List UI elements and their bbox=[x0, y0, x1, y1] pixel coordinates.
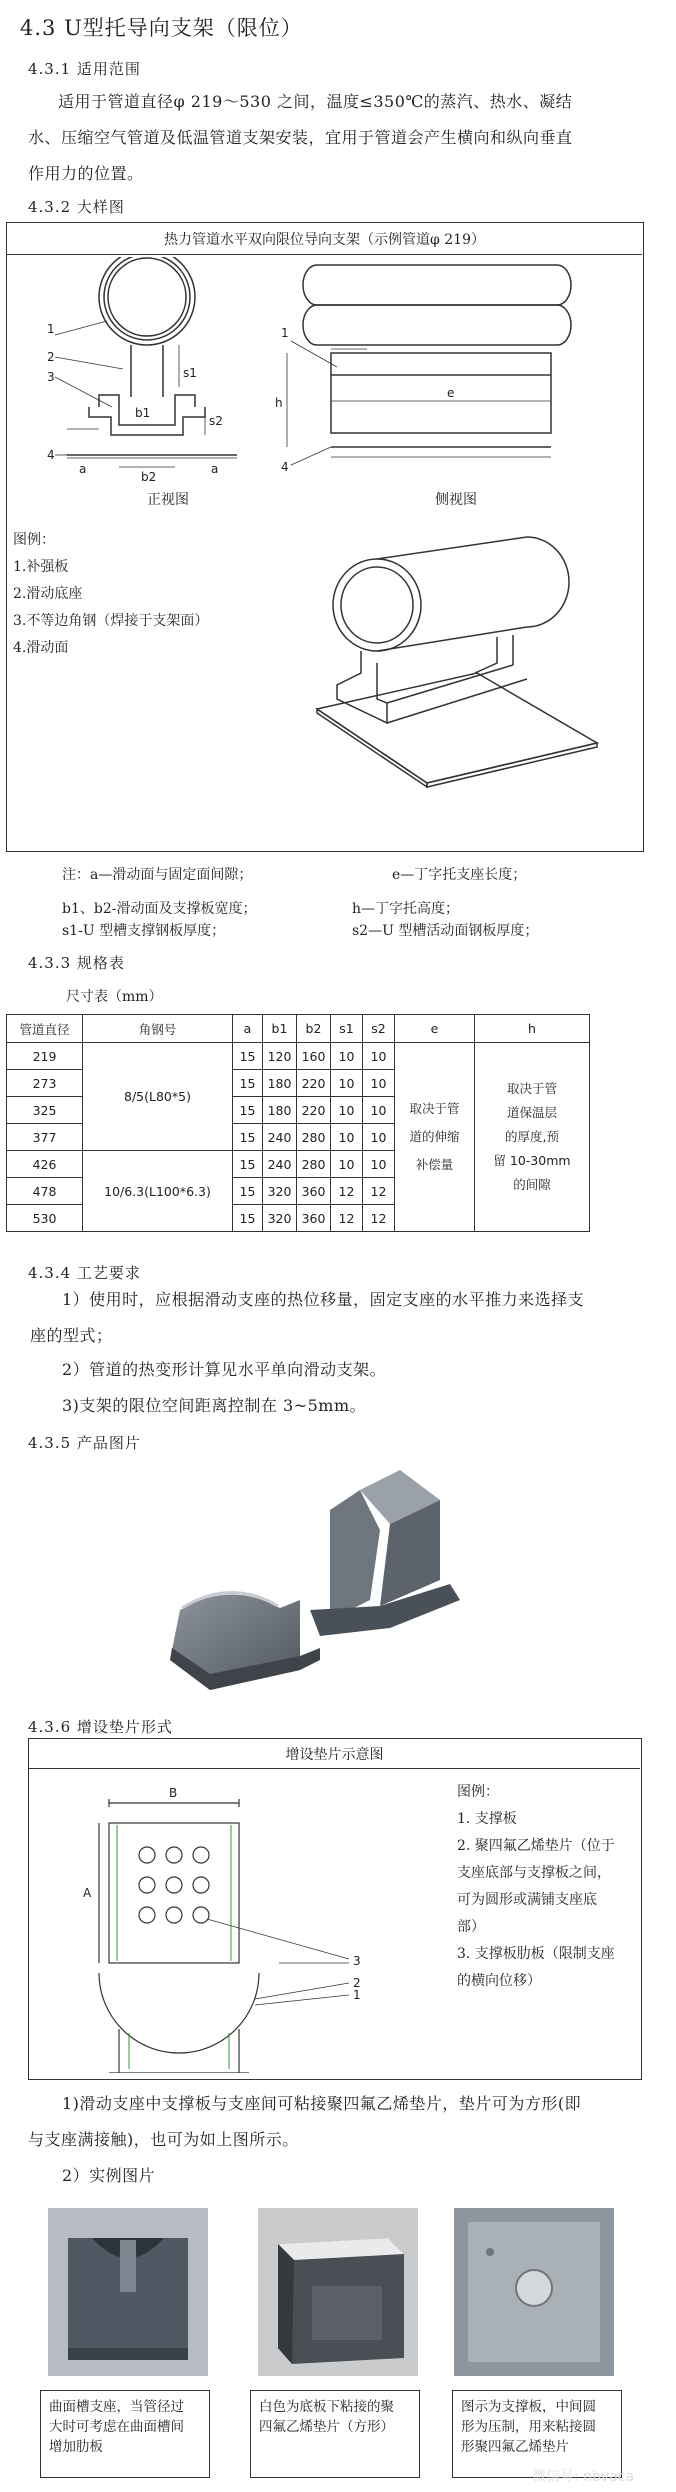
col-header: s1 bbox=[331, 1015, 363, 1043]
cell: 10 bbox=[363, 1124, 395, 1151]
col-header: 角钢号 bbox=[83, 1015, 233, 1043]
cell: 325 bbox=[7, 1097, 83, 1124]
note-s1: s1-U 型槽支撑钢板厚度； bbox=[62, 923, 226, 939]
cell-h bbox=[475, 1043, 590, 1232]
col-header: b1 bbox=[263, 1015, 297, 1043]
cell-e-line: 道的伸缩 bbox=[409, 1129, 460, 1144]
caption-line: 四氟乙烯垫片（方形） bbox=[259, 2419, 394, 2435]
shim-legend bbox=[457, 1779, 615, 1995]
process-line-1: 1）使用时，应根据滑动支座的热位移量，固定支座的水平推力来选择支 bbox=[62, 1290, 585, 1309]
cell-h-line: 留 10-30mm bbox=[493, 1153, 571, 1168]
col-header: h bbox=[475, 1015, 590, 1043]
example-photo-3 bbox=[454, 2208, 614, 2376]
shim-mark-2: 2 bbox=[353, 1976, 361, 1990]
cell: 12 bbox=[363, 1205, 395, 1232]
caption-line: 白色为底板下粘接的聚 bbox=[259, 2399, 394, 2415]
cell: 160 bbox=[297, 1043, 331, 1070]
shim-para-line-1: 1)滑动支座中支撑板与支座间可粘接聚四氟乙烯垫片，垫片可为方形(即 bbox=[62, 2094, 582, 2113]
cell-h-line: 的间隙 bbox=[513, 1177, 551, 1192]
drawing-title: 热力管道水平双向限位导向支架（示例管道φ 219） bbox=[164, 232, 485, 248]
scope-line-3: 作用力的位置。 bbox=[28, 164, 144, 183]
legend-title: 图例： bbox=[13, 532, 55, 548]
drawing-legend bbox=[13, 527, 208, 662]
cell: 320 bbox=[263, 1178, 297, 1205]
cell: 320 bbox=[263, 1205, 297, 1232]
cell: 10 bbox=[331, 1070, 363, 1097]
shim-diagram-title: 增设垫片示意图 bbox=[285, 1747, 384, 1763]
cell-e bbox=[395, 1043, 475, 1232]
product-heading: 4.3.5 产品图片 bbox=[28, 1434, 141, 1452]
cell: 426 bbox=[7, 1151, 83, 1178]
shim-legend-line: 1. 支撑板 bbox=[457, 1811, 517, 1827]
shim-legend-line: 3. 支撑板肋板（限制支座 bbox=[457, 1946, 615, 1962]
mark-b2: b2 bbox=[141, 470, 157, 484]
col-header: 管道直径 bbox=[7, 1015, 83, 1043]
cell-h-line: 取决于管 bbox=[506, 1081, 557, 1096]
col-header: b2 bbox=[297, 1015, 331, 1043]
table-header-row bbox=[7, 1015, 590, 1043]
cell: 220 bbox=[297, 1070, 331, 1097]
shim-diagram bbox=[79, 1773, 419, 2073]
cell: 15 bbox=[233, 1151, 263, 1178]
mark-3: 3 bbox=[47, 370, 55, 384]
cell: 273 bbox=[7, 1070, 83, 1097]
cell: 10 bbox=[363, 1151, 395, 1178]
shim-heading: 4.3.6 增设垫片形式 bbox=[28, 1718, 173, 1736]
cell: 478 bbox=[7, 1178, 83, 1205]
col-header: a bbox=[233, 1015, 263, 1043]
cell: 10 bbox=[331, 1151, 363, 1178]
product-photo bbox=[150, 1460, 490, 1700]
mark-b1: b1 bbox=[135, 406, 151, 420]
cell: 280 bbox=[297, 1151, 331, 1178]
photo-caption-2 bbox=[250, 2390, 420, 2478]
cell: 12 bbox=[331, 1205, 363, 1232]
cell: 377 bbox=[7, 1124, 83, 1151]
cell: 360 bbox=[297, 1205, 331, 1232]
cell: 220 bbox=[297, 1097, 331, 1124]
spec-unit: 尺寸表（mm） bbox=[66, 989, 163, 1005]
cell-e-line: 取决于管 bbox=[409, 1101, 460, 1116]
side-mark-e: e bbox=[447, 386, 455, 400]
note-s2: s2—U 型槽活动面钢板厚度； bbox=[352, 923, 539, 939]
cell: 360 bbox=[297, 1178, 331, 1205]
isometric-illustration bbox=[277, 523, 617, 833]
cell-h-line: 的厚度,预 bbox=[505, 1129, 559, 1144]
mark-2: 2 bbox=[47, 350, 55, 364]
cell: 10 bbox=[363, 1043, 395, 1070]
note-b: b1、b2-滑动面及支撑板宽度； bbox=[62, 901, 257, 917]
caption-line: 图示为支撑板，中间圆 bbox=[461, 2399, 596, 2415]
cell: 15 bbox=[233, 1178, 263, 1205]
example-photo-1 bbox=[48, 2208, 208, 2376]
cell-steel: 8/5(L80*5) bbox=[83, 1043, 233, 1151]
cell: 12 bbox=[331, 1178, 363, 1205]
mark-a-left: a bbox=[79, 462, 87, 476]
note-h: h—丁字托高度； bbox=[352, 901, 460, 917]
cell: 15 bbox=[233, 1205, 263, 1232]
cell: 12 bbox=[363, 1178, 395, 1205]
shim-diagram-frame bbox=[28, 1738, 642, 2080]
mark-1: 1 bbox=[47, 322, 55, 336]
cell: 10 bbox=[331, 1097, 363, 1124]
cell: 120 bbox=[263, 1043, 297, 1070]
shim-legend-line: 部） bbox=[457, 1919, 485, 1935]
cell-e-line: 补偿量 bbox=[415, 1157, 454, 1172]
caption-line: 形为压制，用来粘接圆 bbox=[461, 2419, 596, 2435]
cell: 240 bbox=[263, 1124, 297, 1151]
process-line-4: 3)支架的限位空间距离控制在 3~5mm。 bbox=[62, 1396, 367, 1415]
cell: 180 bbox=[263, 1097, 297, 1124]
watermark: 微信号: nbvaca bbox=[532, 2469, 635, 2485]
scope-line-1: 适用于管道直径φ 219～530 之间，温度≤350℃的蒸汽、热水、凝结 bbox=[58, 92, 573, 111]
shim-legend-line: 的横向位移） bbox=[457, 1973, 541, 1989]
legend-item-1: 1.补强板 bbox=[13, 559, 69, 575]
caption-line: 大时可考虑在曲面槽间 bbox=[49, 2419, 184, 2435]
note-e: e—丁字托支座长度； bbox=[392, 867, 527, 883]
cell: 219 bbox=[7, 1043, 83, 1070]
cell: 15 bbox=[233, 1070, 263, 1097]
process-line-3: 2）管道的热变形计算见水平单向滑动支架。 bbox=[62, 1360, 387, 1379]
side-mark-1: 1 bbox=[281, 326, 289, 340]
shim-legend-title: 图例： bbox=[457, 1784, 499, 1800]
spec-table bbox=[6, 1014, 590, 1232]
caption-line: 增加肋板 bbox=[49, 2439, 103, 2455]
col-header: s2 bbox=[363, 1015, 395, 1043]
shim-legend-line: 可为圆形或满铺支座底 bbox=[457, 1892, 597, 1908]
cell: 15 bbox=[233, 1124, 263, 1151]
legend-item-4: 4.滑动面 bbox=[13, 640, 69, 656]
side-mark-4: 4 bbox=[281, 460, 289, 474]
cell: 240 bbox=[263, 1151, 297, 1178]
cell: 10 bbox=[363, 1070, 395, 1097]
cell: 280 bbox=[297, 1124, 331, 1151]
process-heading: 4.3.4 工艺要求 bbox=[28, 1264, 141, 1282]
photo-caption-3 bbox=[452, 2390, 622, 2478]
scope-line-2: 水、压缩空气管道及低温管道支架安装，宜用于管道会产生横向和纵向垂直 bbox=[28, 128, 573, 147]
cell: 15 bbox=[233, 1097, 263, 1124]
shim-para-line-2: 与支座满接触)，也可为如上图所示。 bbox=[28, 2130, 299, 2149]
shim-dim-a: A bbox=[83, 1886, 92, 1900]
shim-mark-1: 1 bbox=[353, 1988, 361, 2002]
side-view-label: 侧视图 bbox=[435, 492, 477, 508]
shim-legend-line: 2. 聚四氟乙烯垫片（位于 bbox=[457, 1838, 615, 1854]
cell: 15 bbox=[233, 1043, 263, 1070]
front-view-label: 正视图 bbox=[147, 492, 189, 508]
example-photo-2 bbox=[258, 2208, 418, 2376]
note-a: 注：a—滑动面与固定面间隙； bbox=[62, 867, 253, 883]
mark-s2: s2 bbox=[209, 414, 223, 428]
cell: 10 bbox=[331, 1043, 363, 1070]
mark-a-right: a bbox=[211, 462, 219, 476]
process-line-2: 座的型式； bbox=[30, 1326, 113, 1345]
section-title: 4.3 U型托导向支架（限位） bbox=[20, 16, 303, 40]
legend-item-3: 3.不等边角钢（焊接于支架面） bbox=[13, 613, 209, 629]
shim-mark-3: 3 bbox=[353, 1954, 361, 1968]
shim-dim-b: B bbox=[169, 1786, 178, 1800]
col-header: e bbox=[395, 1015, 475, 1043]
cell: 530 bbox=[7, 1205, 83, 1232]
shim-legend-line: 支座底部与支撑板之间， bbox=[457, 1865, 611, 1881]
table-row bbox=[7, 1043, 590, 1070]
cell: 10 bbox=[363, 1097, 395, 1124]
caption-line: 曲面槽支座，当管径过 bbox=[49, 2399, 184, 2415]
cell: 10 bbox=[331, 1124, 363, 1151]
mark-s1: s1 bbox=[183, 366, 197, 380]
side-mark-h: h bbox=[275, 396, 283, 410]
side-view-diagram bbox=[257, 257, 597, 487]
spec-heading: 4.3.3 规格表 bbox=[28, 954, 125, 972]
scope-heading: 4.3.1 适用范围 bbox=[28, 60, 141, 78]
mark-4: 4 bbox=[47, 448, 55, 462]
drawing-heading: 4.3.2 大样图 bbox=[28, 198, 125, 216]
cell-h-line: 道保温层 bbox=[506, 1105, 557, 1120]
shim-photos-label: 2）实例图片 bbox=[62, 2166, 156, 2185]
photo-caption-1 bbox=[40, 2390, 210, 2478]
cell-steel: 10/6.3(L100*6.3) bbox=[83, 1151, 233, 1232]
detail-drawing-frame bbox=[6, 222, 644, 852]
legend-item-2: 2.滑动底座 bbox=[13, 586, 83, 602]
caption-line: 形聚四氟乙烯垫片 bbox=[461, 2439, 569, 2455]
cell: 180 bbox=[263, 1070, 297, 1097]
